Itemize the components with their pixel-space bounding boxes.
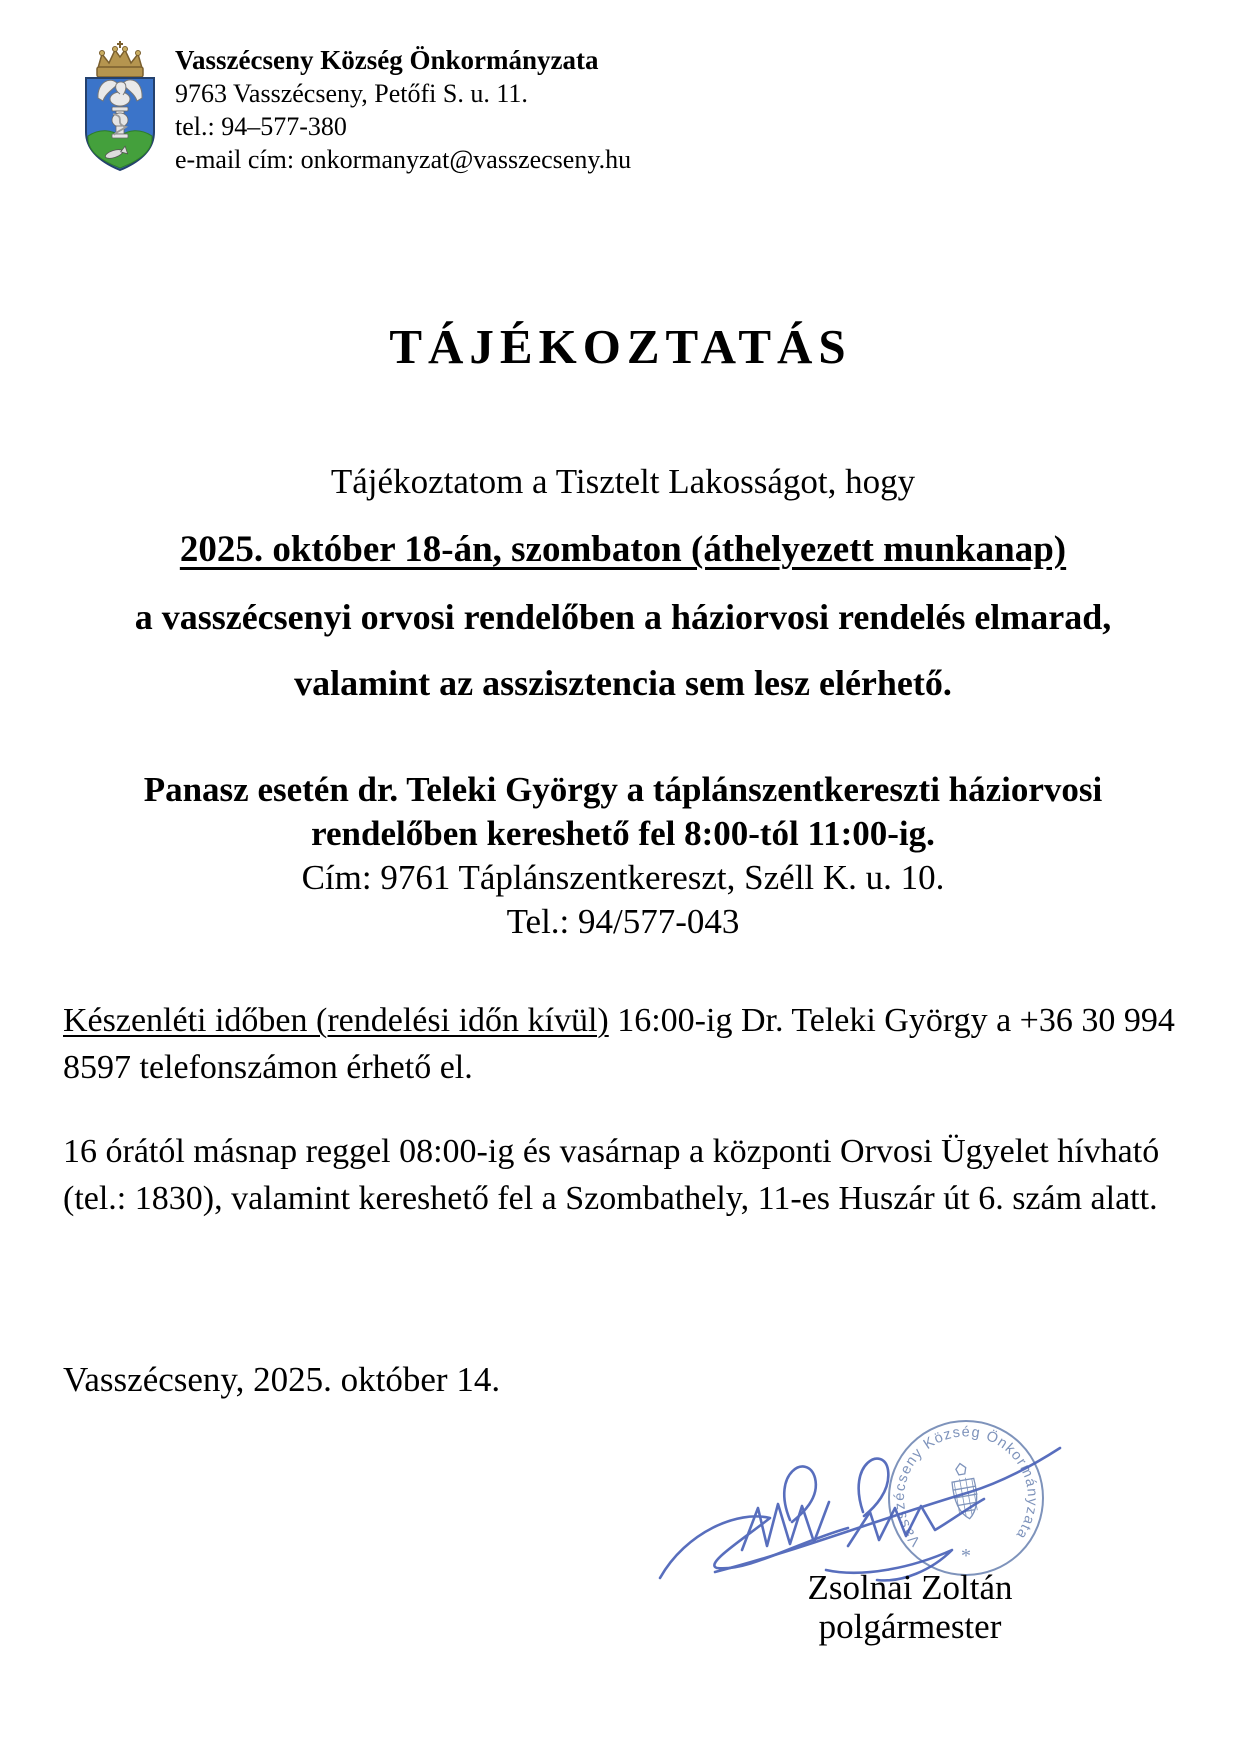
cancellation-line-1: a vasszécsenyi orvosi rendelőben a háziorvosi rendelés elmarad, — [134, 597, 1112, 637]
signature-block — [710, 1568, 1110, 1646]
signer-role: polgármester — [818, 1607, 1002, 1646]
round-stamp — [889, 1421, 1043, 1575]
standby-paragraph — [63, 997, 1175, 1091]
signer-name: Zsolnai Zoltán — [807, 1568, 1013, 1607]
signature-and-stamp — [620, 1400, 1080, 1595]
org-email: e-mail cím: onkormanyzat@vasszecseny.hu — [175, 145, 632, 174]
org-phone: tel.: 94–577-380 — [175, 112, 347, 141]
org-address: 9763 Vasszécseny, Petőfi S. u. 11. — [175, 79, 528, 108]
stamp-star: * — [961, 1545, 971, 1567]
page-title: TÁJÉKOZTATÁS — [389, 319, 852, 374]
standby-rest-text: 16:00-ig Dr. Teleki György a +36 30 994 8597 telefonszámon érhető el. — [63, 1002, 1175, 1086]
signature-scribble — [660, 1448, 1060, 1580]
complaint-line-2: rendelőben kereshető fel 8:00-tól 11:00-ig. — [311, 814, 935, 853]
place-date-line: Vasszécseny, 2025. október 14. — [63, 1360, 501, 1399]
standby-underlined-text: Készenléti időben (rendelési időn kívül) — [63, 1002, 609, 1039]
crown-icon — [97, 41, 143, 77]
cancellation-line-2: valamint az asszisztencia sem lesz elérhető. — [294, 663, 952, 703]
complaint-line-1: Panasz esetén dr. Teleki György a táplánszentkereszti háziorvosi — [143, 770, 1103, 809]
highlighted-date-line — [60, 528, 1186, 571]
highlighted-date-text: 2025. október 18-án, szombaton (áthelyezett munkanap) — [179, 529, 1067, 570]
stamp-circular-text: Vasszécseny Község Önkormányzata — [891, 1424, 1041, 1549]
svg-text:Vasszécseny Község Önkormányza — [892, 1424, 1040, 1548]
complaint-address: Cím: 9761 Táplánszentkereszt, Széll K. u. 10. — [301, 858, 945, 897]
complaint-phone: Tel.: 94/577-043 — [506, 902, 740, 941]
letterhead — [175, 44, 631, 176]
org-name: Vasszécseny Község Önkormányzata — [175, 45, 599, 75]
after-hours-paragraph: 16 órától másnap reggel 08:00-ig és vasárnap a központi Orvosi Ügyelet hívható (tel.: 1830), valamint kereshető fel a Szombathely, 11-es Huszár út 6. szám alatt. — [63, 1133, 1160, 1217]
coat-of-arms-logo — [76, 40, 164, 172]
intro-line: Tájékoztatom a Tisztelt Lakosságot, hogy — [330, 462, 916, 501]
